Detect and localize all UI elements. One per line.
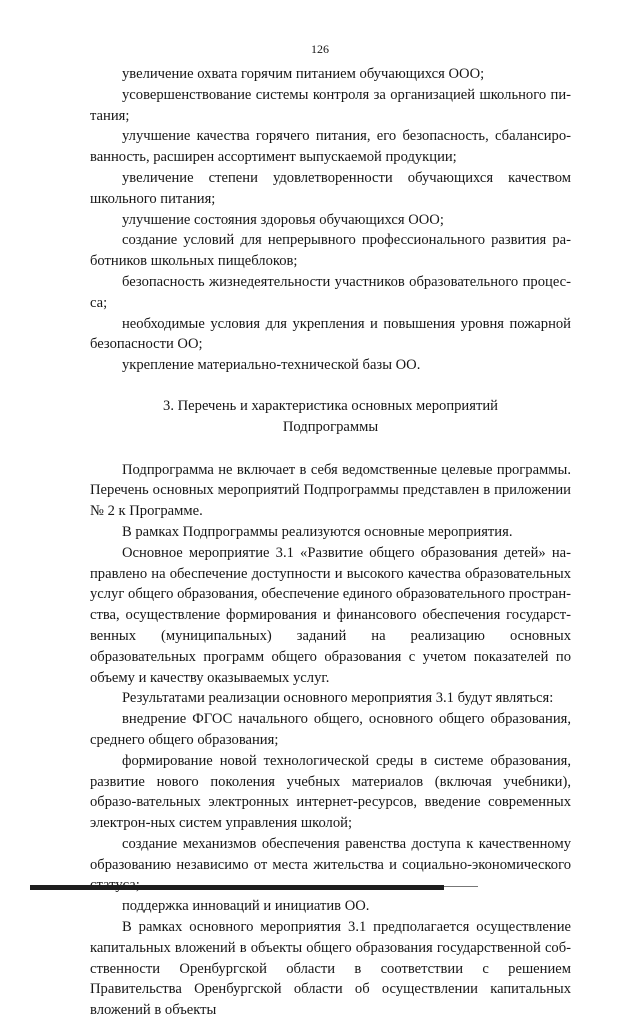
- list-item: улучшение состояния здоровья обучающихся ООО;: [122, 211, 444, 228]
- list-item: укрепление материально-технической базы ОО.: [122, 357, 421, 374]
- list-item: усовершенствование системы контроля за организацией школьного пи-тания;: [90, 86, 571, 124]
- footer-rule: [30, 885, 444, 890]
- paragraph: внедрение ФГОС начального общего, основного общего образования, среднего общего образования;: [90, 711, 571, 748]
- paragraph: создание механизмов обеспечения равенства доступа к качественному образованию независимо от места жительства и социально-экономического: [90, 835, 571, 873]
- section-heading-line: Подпрограммы: [282, 418, 379, 435]
- list-item: увеличение охвата горячим питанием обучающихся ООО;: [122, 66, 485, 82]
- paragraph: Основное мероприятие 3.1 «Развитие общего образования детей» на-правлено на обеспечение доступности и высокого качества образовательных услуг общего образования, обеспечение единого образовательного простран-ства, осуществление формирования и финансового обеспечения государст-венных (муниципальных) заданий на реализацию основных образовательных программ общего образования с учетом показателей по объему и качеству оказываемых услуг.: [90, 544, 571, 686]
- paragraph: В рамках Подпрограммы реализуются основные мероприятия.: [122, 523, 513, 540]
- list-item: улучшение качества горячего питания, его безопасность, сбалансиро-ванность, расширен ассортимент выпускаемой продукции;: [90, 128, 571, 166]
- paragraph: В рамках основного мероприятия 3.1 предполагается осуществление капитальных вложений в объекты общего образования государственной соб-ственности Оренбургской области в соответствии с решением Правительства Оренбургской области об осуществлении капитальных вложений в объекты: [90, 919, 571, 1019]
- page-number: 126: [311, 42, 329, 56]
- paragraph: поддержка инноваций и инициатив ОО.: [122, 898, 370, 915]
- paragraph: Результатами реализации основного мероприятия 3.1 будут являться:: [122, 690, 554, 707]
- section-heading: [90, 396, 571, 438]
- section-heading-line: 3. Перечень и характеристика основных мероприятий: [163, 397, 498, 414]
- paragraph: формирование новой технологической среды в системе образования, развитие нового поколения учебных материалов (включая учебники), образо-вательных электронных интернет-ресурсов, введение современных электрон-ных систем управления школой;: [90, 752, 571, 832]
- paragraph: Подпрограмма не включает в себя ведомственные целевые программы. Перечень основных мероприятий Подпрограммы представлен в приложении № 2 к Программе.: [90, 461, 571, 520]
- list-item: создание условий для непрерывного профессионального развития ра-ботников школьных пищеблоков;: [90, 232, 571, 270]
- page-content: [90, 64, 571, 1021]
- list-item: необходимые условия для укрепления и повышения уровня пожарной безопасности ОО;: [90, 315, 571, 353]
- list-item: безопасность жизнедеятельности участников образовательного процес-са;: [90, 273, 571, 311]
- list-item: увеличение степени удовлетворенности обучающихся качеством школьного питания;: [90, 169, 571, 207]
